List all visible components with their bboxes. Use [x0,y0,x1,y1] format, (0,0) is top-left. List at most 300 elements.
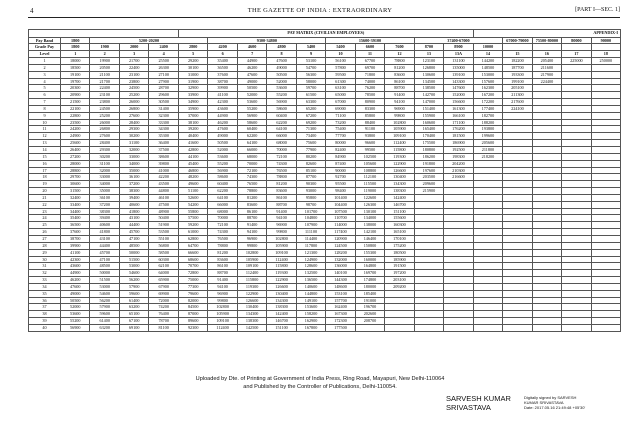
pay-cell [532,215,561,222]
pay-cell: 119300 [385,153,414,160]
table-row [29,78,621,85]
pay-cell [532,263,561,270]
pay-cell: 209200 [385,283,414,290]
pay-matrix-table-container [28,29,620,332]
pay-cell: 26800 [90,126,119,133]
pay-cell [532,297,561,304]
pay-cell: 59600 [119,290,148,297]
pay-cell [562,229,591,236]
pay-cell: 38100 [178,119,207,126]
pay-cell [532,105,561,112]
pay-cell: 62200 [208,188,237,195]
pay-cell: 53100 [296,58,325,65]
pay-cell: 119300 [237,283,266,290]
pay-cell: 23800 [90,99,119,106]
pay-cell: 112100 [355,174,384,181]
row-index-cell: 4 [29,78,61,85]
pay-cell: 176200 [444,126,474,133]
pay-cell: 27200 [61,153,90,160]
pay-cell: 37600 [61,229,90,236]
pay-cell: 57500 [178,215,207,222]
pay-cell [532,119,561,126]
pay-cell [414,222,443,229]
pay-cell: 91100 [355,126,384,133]
header-rule [28,17,620,18]
pay-cell [591,99,620,106]
pay-cell: 74000 [355,78,384,85]
pay-cell: 32400 [61,194,90,201]
row-index-cell: 5 [29,85,61,92]
pay-cell [532,277,561,284]
pay-cell [444,290,474,297]
pay-cell [503,208,532,215]
row-index-cell: 9 [29,112,61,119]
pay-cell: 39900 [61,242,90,249]
pay-cell: 76500 [267,167,296,174]
pay-cell: 87400 [326,160,355,167]
pay-cell: 33900 [178,92,207,99]
pay-cell: 40600 [119,201,148,208]
pay-cell: 92700 [326,174,355,181]
pay-cell: 109100 [237,263,266,270]
pay-cell [591,297,620,304]
pay-cell: 40600 [90,222,119,229]
digital-signature-text [524,395,634,410]
pay-cell [473,194,502,201]
pay-cell: 130100 [355,208,384,215]
pay-cell [503,242,532,249]
pay-cell: 26800 [119,105,148,112]
pay-cell: 98700 [296,201,325,208]
pay-cell [444,311,474,318]
pay-cell: 19100 [61,71,90,78]
pay-cell: 51100 [178,188,207,195]
pay-cell: 66600 [178,249,207,256]
pay-cell: 83600 [267,188,296,195]
pay-cell: 61400 [90,318,119,325]
pay-cell: 65200 [296,105,325,112]
pay-cell: 198300 [444,153,474,160]
pay-cell: 211600 [532,64,561,71]
table-row [29,99,621,106]
level-cell: 3 [119,51,148,58]
grade-pay-cell: 8700 [414,44,443,51]
grade-pay-cell: 2400 [149,44,179,51]
pay-cell [503,222,532,229]
pay-cell: 85800 [355,112,384,119]
pay-cell: 152000 [444,92,474,99]
pay-cell: 63100 [326,85,355,92]
pay-cell: 37200 [119,181,148,188]
pay-cell: 104800 [296,215,325,222]
pay-cell: 171100 [444,119,474,126]
pay-cell: 138300 [237,318,266,325]
pay-cell: 21700 [119,58,148,65]
pay-cell: 151400 [414,105,443,112]
pay-cell: 45400 [178,160,207,167]
pay-cell: 69000 [326,105,355,112]
pay-cell: 36100 [90,194,119,201]
pay-cell: 82600 [296,160,325,167]
pay-cell: 70000 [208,215,237,222]
page-number: 4 [30,7,34,15]
pay-cell: 142400 [385,194,414,201]
pay-cell: 29200 [178,58,207,65]
pay-cell: 29700 [61,174,90,181]
pay-cell: 120900 [326,235,355,242]
level-cell: 2 [90,51,119,58]
pay-cell: 122900 [267,277,296,284]
pay-cell: 182700 [473,112,502,119]
pay-cell: 130400 [237,304,266,311]
pay-cell: 102800 [208,304,237,311]
pay-cell: 134300 [267,297,296,304]
pay-cell [562,318,591,325]
pay-cell: 95800 [296,194,325,201]
pay-cell [562,71,591,78]
pay-cell: 42800 [178,147,207,154]
pay-cell [503,235,532,242]
pay-cell [503,112,532,119]
footer-line-1: Uploaded by Dte. of Printing at Government of India Press, Ring Road, Mayapuri, New Delhi-110064 [195,376,445,382]
pay-cell [444,181,474,188]
pay-cell: 115500 [355,181,384,188]
pay-cell [414,318,443,325]
row-index-cell: 29 [29,249,61,256]
pay-cell: 193800 [473,126,502,133]
pay-cell: 41800 [90,229,119,236]
pay-cell: 185400 [355,290,384,297]
pay-band-cell: 67000-79000 [503,37,532,44]
pay-cell: 160600 [414,119,443,126]
level-cell: 11 [355,51,384,58]
row-index-cell: 22 [29,201,61,208]
pay-cell: 208700 [355,318,384,325]
pay-cell: 21500 [61,99,90,106]
pay-cell: 56800 [149,242,179,249]
pay-cell: 93800 [355,133,384,140]
pay-cell [473,208,502,215]
pay-cell: 56900 [61,324,90,331]
pay-band-row [29,37,621,44]
pay-cell: 142100 [355,229,384,236]
table-row [29,85,621,92]
table-row [29,249,621,256]
pay-cell [503,256,532,263]
pay-cell: 96900 [267,222,296,229]
pay-cell [414,242,443,249]
pay-cell: 81200 [208,249,237,256]
pay-band-cell: 15600-39100 [326,37,414,44]
pay-cell: 112400 [208,324,237,331]
pay-cell: 218200 [473,153,502,160]
row-index-cell: 2 [29,64,61,71]
row-index-cell: 40 [29,324,61,331]
pay-cell: 94100 [267,215,296,222]
table-row [29,229,621,236]
pay-cell: 38300 [90,208,119,215]
row-index-cell: 34 [29,283,61,290]
pay-cell: 191000 [355,297,384,304]
pay-cell: 205400 [532,58,561,65]
pay-cell: 144200 [473,58,502,65]
pay-cell: 250000 [591,58,620,65]
pay-cell: 67900 [149,283,179,290]
pay-cell: 107500 [326,208,355,215]
pay-cell: 193300 [503,71,532,78]
pay-cell: 112400 [237,270,266,277]
pay-cell: 38700 [208,78,237,85]
table-row [29,119,621,126]
pay-cell: 27100 [149,71,179,78]
gazette-header [0,0,640,24]
pay-cell: 27600 [90,133,119,140]
pay-cell: 62200 [267,119,296,126]
pay-cell [503,283,532,290]
pay-cell: 33400 [61,201,90,208]
pay-cell: 47600 [61,283,90,290]
pay-cell: 224400 [532,78,561,85]
pay-cell [562,112,591,119]
pay-cell: 167300 [326,311,355,318]
pay-cell [444,270,474,277]
pay-cell [562,78,591,85]
pay-cell [591,140,620,147]
pay-cell: 143300 [444,78,474,85]
pay-cell: 83600 [237,201,266,208]
pay-cell [591,126,620,133]
pay-cell: 56300 [296,71,325,78]
pay-cell: 65100 [119,311,148,318]
pay-cell: 138300 [385,188,414,195]
pay-cell: 142500 [237,324,266,331]
pay-cell: 138500 [414,85,443,92]
pay-cell: 72000 [149,297,179,304]
pay-cell: 136500 [296,277,325,284]
pay-cell [473,256,502,263]
grade-pay-cell: 4200 [208,44,237,51]
pay-cell: 203500 [414,174,443,181]
pay-cell [532,133,561,140]
pay-cell [444,283,474,290]
pay-cell [591,133,620,140]
pay-cell [562,85,591,92]
pay-cell [562,263,591,270]
pay-cell: 197200 [385,270,414,277]
pay-cell: 167200 [473,92,502,99]
pay-cell: 164800 [355,263,384,270]
table-row [29,208,621,215]
pay-cell: 122900 [385,160,414,167]
table-row [29,283,621,290]
pay-cell: 81200 [267,181,296,188]
pay-cell [414,194,443,201]
pay-cell: 68000 [267,140,296,147]
pay-cell: 107900 [296,222,325,229]
pay-band-cell: 75500-80000 [532,37,561,44]
level-cell: 13 [414,51,443,58]
pay-cell [503,126,532,133]
pay-cell [444,229,474,236]
pay-cell [591,147,620,154]
row-index-cell: 11 [29,126,61,133]
pay-cell: 146400 [355,235,384,242]
signer-name-line-1: SARVESH KUMAR [446,394,511,403]
pay-cell: 51900 [149,222,179,229]
pay-cell: 53600 [237,99,266,106]
pay-cell [473,201,502,208]
pay-cell: 30100 [178,64,207,71]
pay-cell: 69100 [119,324,148,331]
pay-cell: 50500 [267,71,296,78]
level-label: Level [29,51,61,58]
level-cell: 17 [562,51,591,58]
pay-cell [503,140,532,147]
pay-cell: 50000 [119,249,148,256]
pay-cell [562,311,591,318]
pay-cell: 78500 [355,92,384,99]
pay-cell: 76500 [237,181,266,188]
pay-cell [591,153,620,160]
pay-cell: 50500 [208,140,237,147]
pay-cell [503,188,532,195]
pay-cell [473,235,502,242]
pay-cell: 128200 [326,249,355,256]
pay-cell: 56200 [119,277,148,284]
pay-cell: 61500 [296,92,325,99]
pay-cell [444,194,474,201]
pay-cell: 20300 [61,85,90,92]
pay-cell: 85100 [296,167,325,174]
pay-cell: 102800 [267,235,296,242]
pay-cell [444,263,474,270]
pay-cell: 55200 [61,318,90,325]
pay-cell: 148600 [326,283,355,290]
grade-pay-cell [562,44,591,51]
pay-cell: 81200 [237,194,266,201]
pay-cell: 54600 [90,290,119,297]
pay-cell [591,174,620,181]
pay-cell: 83600 [385,71,414,78]
pay-cell: 191500 [385,263,414,270]
grade-pay-cell: 8900 [444,44,474,51]
pay-cell [385,324,414,331]
signature-text-line: KUMAR SRIVASTAVA [524,400,564,405]
pay-cell: 53500 [149,229,179,236]
pay-cell [562,119,591,126]
table-row [29,263,621,270]
level-cell: 8 [267,51,296,58]
pay-cell: 21100 [90,71,119,78]
pay-cell [503,174,532,181]
pay-cell: 144300 [326,277,355,284]
pay-cell: 224100 [503,105,532,112]
pay-cell: 94100 [237,229,266,236]
pay-cell: 77700 [326,133,355,140]
pay-cell: 69700 [355,64,384,71]
pay-cell: 28800 [61,167,90,174]
pay-cell: 23500 [61,119,90,126]
pay-cell: 94100 [208,283,237,290]
signature-text-line: Digitally signed by SARVESH [524,395,577,400]
grade-pay-cell [591,44,620,51]
pay-cell: 44900 [61,270,90,277]
pay-cell: 38600 [149,153,179,160]
pay-cell: 115800 [237,277,266,284]
pay-cell [591,263,620,270]
pay-cell: 124500 [326,242,355,249]
pay-cell: 53600 [208,153,237,160]
pay-cell: 47600 [208,126,237,133]
pay-cell [414,324,443,331]
pay-cell: 75400 [326,126,355,133]
pay-cell [562,283,591,290]
pay-matrix-table [28,29,621,332]
pay-cell: 112400 [385,140,414,147]
pay-cell: 162900 [296,318,325,325]
pay-cell: 82000 [178,297,207,304]
pay-cell: 138000 [355,222,384,229]
table-row [29,311,621,318]
pay-cell: 101400 [326,194,355,201]
pay-cell: 99800 [267,229,296,236]
pay-cell: 126600 [237,297,266,304]
table-row [29,112,621,119]
pay-cell: 51500 [90,277,119,284]
row-index-cell: 12 [29,133,61,140]
pay-cell [562,188,591,195]
pay-cell [591,242,620,249]
table-title-row [29,30,621,38]
pay-cell [444,215,474,222]
pay-cell: 31100 [119,140,148,147]
pay-cell [591,208,620,215]
pay-cell: 54600 [119,270,148,277]
pay-cell: 41000 [149,167,179,174]
pay-cell: 138300 [267,304,296,311]
pay-cell: 49000 [237,78,266,85]
grade-pay-cell [503,44,532,51]
pay-cell [532,126,561,133]
pay-cell: 28700 [149,85,179,92]
pay-cell: 79600 [178,290,207,297]
row-index-cell: 1 [29,58,61,65]
pay-cell: 130400 [267,290,296,297]
pay-cell: 49600 [178,181,207,188]
pay-cell: 111100 [296,229,325,236]
pay-cell: 131100 [444,58,474,65]
pay-cell: 19900 [90,58,119,65]
table-row [29,290,621,297]
signer-name-line-2: SRIVASTAVA [446,403,491,412]
pay-cell: 101700 [296,208,325,215]
pay-cell [532,188,561,195]
row-index-cell: 21 [29,194,61,201]
pay-cell: 68600 [178,256,207,263]
pay-cell [503,147,532,154]
level-cell: 7 [237,51,266,58]
table-row [29,133,621,140]
table-row [29,277,621,284]
pay-cell: 49000 [267,64,296,71]
row-index-cell: 37 [29,304,61,311]
pay-cell [503,249,532,256]
pay-cell [473,188,502,195]
pay-cell [473,222,502,229]
pay-cell: 76200 [355,85,384,92]
pay-cell [414,297,443,304]
table-row [29,58,621,65]
